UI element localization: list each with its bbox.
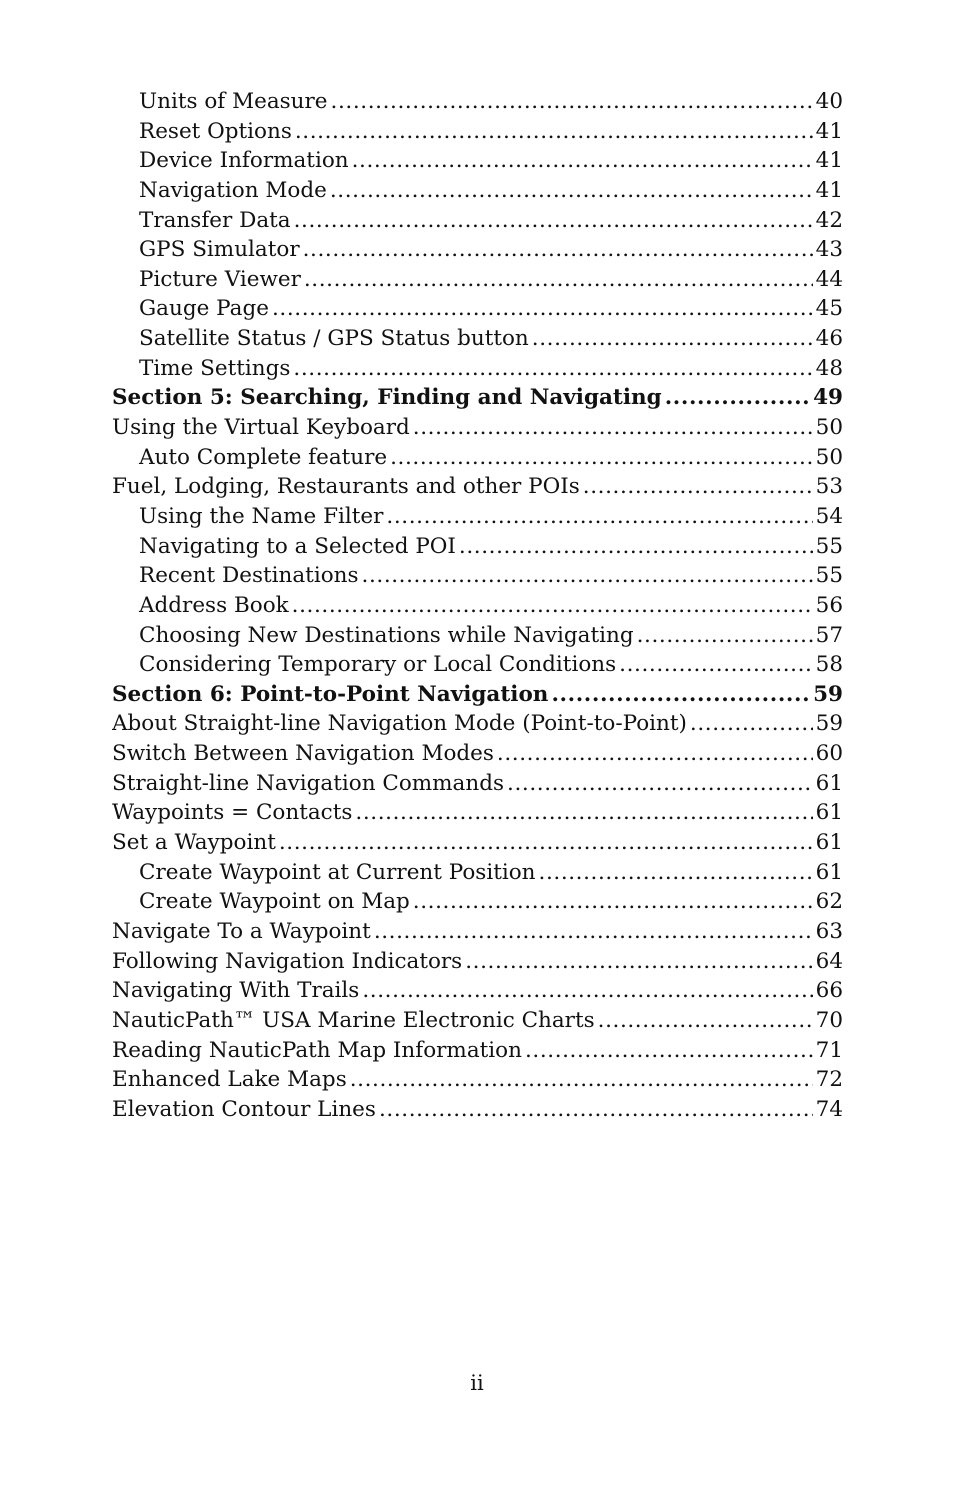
toc-entry-page: 61 <box>815 830 843 856</box>
dot-leader <box>294 208 813 233</box>
toc-entry <box>112 800 843 830</box>
toc-entry-title: Fuel, Lodging, Restaurants and other POIs <box>112 474 580 500</box>
toc-entry-title: Following Navigation Indicators <box>112 948 463 974</box>
dot-leader <box>379 1097 813 1122</box>
dot-leader <box>665 385 810 410</box>
toc-entry <box>112 267 843 297</box>
dot-leader <box>637 623 813 648</box>
dot-leader <box>295 119 813 144</box>
dot-leader <box>413 889 813 914</box>
toc-entry <box>112 889 843 919</box>
toc-entry-page: 66 <box>815 978 843 1004</box>
toc-entry <box>112 534 843 564</box>
dot-leader <box>465 949 812 974</box>
dot-leader <box>352 148 813 173</box>
dot-leader <box>374 919 813 944</box>
toc-entry-page: 56 <box>815 592 843 618</box>
table-of-contents <box>112 89 843 1126</box>
toc-entry-title: Enhanced Lake Maps <box>112 1067 347 1093</box>
toc-entry <box>112 860 843 890</box>
dot-leader <box>413 415 813 440</box>
dot-leader <box>331 89 813 114</box>
toc-entry-title: Create Waypoint on Map <box>139 889 410 915</box>
toc-entry-title: Waypoints = Contacts <box>112 800 353 826</box>
toc-entry-page: 61 <box>815 859 843 885</box>
toc-entry <box>112 741 843 771</box>
dot-leader <box>303 237 813 262</box>
toc-entry <box>112 1067 843 1097</box>
toc-entry-page: 54 <box>815 503 843 529</box>
toc-entry-page: 58 <box>815 652 843 678</box>
toc-entry-page: 40 <box>815 89 843 114</box>
toc-entry <box>112 89 843 119</box>
toc-entry-page: 41 <box>815 177 843 203</box>
toc-entry-page: 62 <box>815 889 843 915</box>
toc-entry-page: 53 <box>815 474 843 500</box>
dot-leader <box>532 326 813 351</box>
toc-entry-page: 43 <box>815 237 843 263</box>
dot-leader <box>551 682 810 707</box>
dot-leader <box>497 741 813 766</box>
dot-leader <box>390 445 813 470</box>
toc-entry-title: Navigating With Trails <box>112 978 360 1004</box>
toc-entry-title: Gauge Page <box>139 296 269 322</box>
dot-leader <box>386 504 812 529</box>
toc-entry-title: Choosing New Destinations while Navigating <box>139 622 634 648</box>
toc-entry <box>112 919 843 949</box>
toc-entry-title: Navigation Mode <box>139 177 327 203</box>
toc-entry <box>112 148 843 178</box>
toc-entry-title: Navigate To a Waypoint <box>112 918 371 944</box>
toc-entry <box>112 563 843 593</box>
toc-entry-page: 59 <box>815 711 843 737</box>
toc-entry-title: Straight-line Navigation Commands <box>112 770 505 796</box>
toc-entry <box>112 296 843 326</box>
toc-entry <box>112 593 843 623</box>
dot-leader <box>293 356 812 381</box>
toc-entry-page: 55 <box>815 533 843 559</box>
toc-entry-title: Auto Complete feature <box>139 444 388 470</box>
toc-entry-page: 60 <box>815 741 843 767</box>
dot-leader <box>350 1067 813 1092</box>
toc-entry-title: About Straight-line Navigation Mode (Point-to-Point) <box>112 711 687 737</box>
dot-leader <box>362 563 813 588</box>
toc-entry <box>112 208 843 238</box>
dot-leader <box>362 978 812 1003</box>
toc-entry-page: 61 <box>815 770 843 796</box>
toc-entry <box>112 178 843 208</box>
toc-entry-page: 44 <box>815 266 843 292</box>
toc-section-heading <box>112 682 843 712</box>
toc-entry <box>112 1097 843 1127</box>
dot-leader <box>507 771 813 796</box>
toc-entry-page: 50 <box>815 415 843 441</box>
toc-entry <box>112 326 843 356</box>
dot-leader <box>304 267 813 292</box>
toc-entry-title: Satellite Status / GPS Status button <box>139 326 529 352</box>
toc-entry-page: 41 <box>815 118 843 144</box>
toc-entry-page: 71 <box>815 1037 843 1063</box>
toc-entry-title: Using the Name Filter <box>139 503 384 529</box>
toc-entry <box>112 949 843 979</box>
dot-leader <box>272 296 813 321</box>
toc-entry-title: Units of Measure <box>139 89 328 114</box>
toc-entry-page: 74 <box>815 1096 843 1122</box>
toc-entry-title: Time Settings <box>139 355 291 381</box>
toc-entry-title: Device Information <box>139 148 349 174</box>
toc-entry <box>112 504 843 534</box>
toc-entry-page: 63 <box>815 918 843 944</box>
toc-entry-page: 46 <box>815 326 843 352</box>
dot-leader <box>539 860 813 885</box>
toc-entry <box>112 1008 843 1038</box>
toc-entry-page: 45 <box>815 296 843 322</box>
toc-entry <box>112 771 843 801</box>
toc-entry-title: Reset Options <box>139 118 292 144</box>
toc-entry-title: Elevation Contour Lines <box>112 1096 376 1122</box>
toc-entry-page: 72 <box>815 1067 843 1093</box>
toc-entry <box>112 652 843 682</box>
dot-leader <box>690 711 813 736</box>
toc-entry-title: Create Waypoint at Current Position <box>139 859 536 885</box>
dot-leader <box>525 1038 813 1063</box>
toc-entry <box>112 237 843 267</box>
toc-entry-page: 50 <box>815 444 843 470</box>
toc-entry <box>112 119 843 149</box>
dot-leader <box>292 593 813 618</box>
toc-entry-page: 48 <box>815 355 843 381</box>
toc-entry-title: Recent Destinations <box>139 563 359 589</box>
toc-entry <box>112 415 843 445</box>
toc-entry-title: Section 6: Point-to-Point Navigation <box>112 681 549 707</box>
dot-leader <box>583 474 813 499</box>
toc-entry-page: 70 <box>815 1007 843 1033</box>
toc-entry-page: 42 <box>815 207 843 233</box>
toc-entry <box>112 623 843 653</box>
dot-leader <box>355 800 812 825</box>
toc-entry-page: 64 <box>815 948 843 974</box>
toc-entry <box>112 445 843 475</box>
toc-entry-title: Switch Between Navigation Modes <box>112 741 494 767</box>
dot-leader <box>279 830 813 855</box>
toc-entry-title: Transfer Data <box>139 207 291 233</box>
toc-entry <box>112 711 843 741</box>
toc-entry-title: Set a Waypoint <box>112 830 276 856</box>
page-number: ii <box>470 1371 484 1395</box>
toc-entry-page: 59 <box>813 681 843 707</box>
toc-entry-title: Navigating to a Selected POI <box>139 533 456 559</box>
toc-entry <box>112 830 843 860</box>
toc-entry-title: Picture Viewer <box>139 266 301 292</box>
toc-entry-title: Using the Virtual Keyboard <box>112 415 410 441</box>
dot-leader <box>619 652 812 677</box>
toc-entry-page: 55 <box>815 563 843 589</box>
toc-entry-page: 41 <box>815 148 843 174</box>
toc-entry-page: 49 <box>813 385 843 411</box>
toc-section-heading <box>112 385 843 415</box>
toc-entry-title: Address Book <box>139 592 289 618</box>
dot-leader <box>330 178 813 203</box>
dot-leader <box>459 534 813 559</box>
toc-entry-title: GPS Simulator <box>139 237 300 263</box>
toc-entry-title: Section 5: Searching, Finding and Navigating <box>112 385 662 411</box>
toc-entry-page: 61 <box>815 800 843 826</box>
toc-entry-title: Considering Temporary or Local Conditions <box>139 652 617 678</box>
toc-entry <box>112 474 843 504</box>
toc-entry <box>112 978 843 1008</box>
toc-entry-title: NauticPath™ USA Marine Electronic Charts <box>112 1007 595 1033</box>
toc-entry <box>112 356 843 386</box>
dot-leader <box>598 1008 813 1033</box>
toc-entry-page: 57 <box>815 622 843 648</box>
toc-entry-title: Reading NauticPath Map Information <box>112 1037 522 1063</box>
toc-entry <box>112 1038 843 1068</box>
